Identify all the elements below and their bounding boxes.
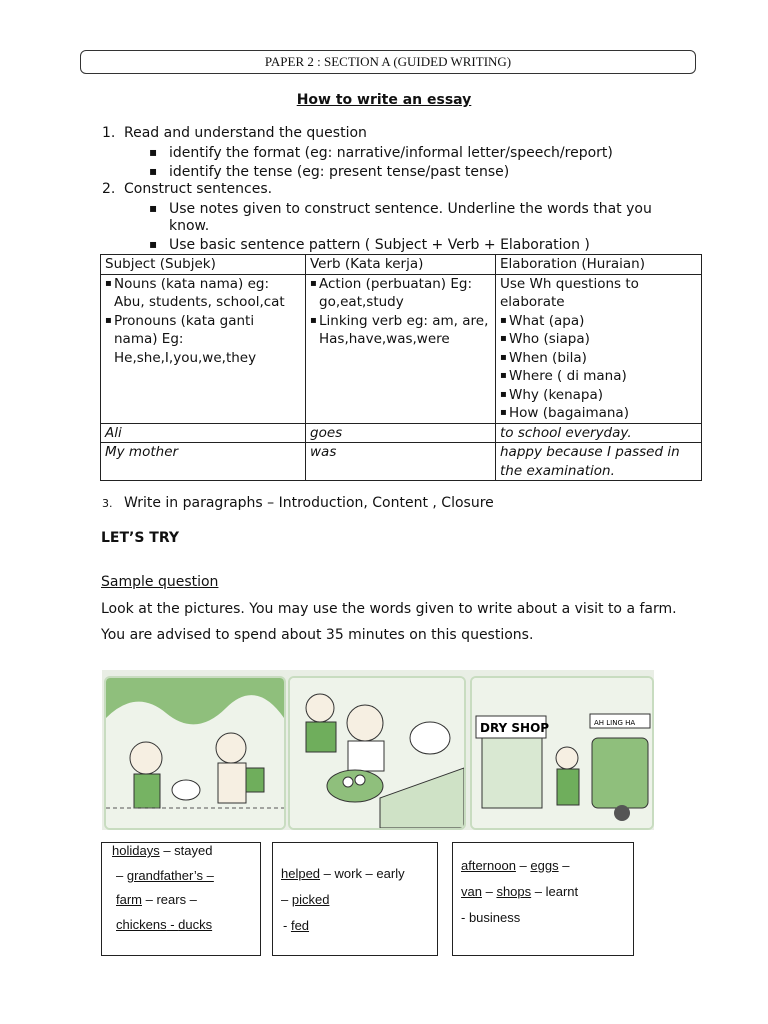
keyword: picked xyxy=(291,892,330,907)
farm-scene-image xyxy=(106,678,284,828)
comic-strip-illustration xyxy=(102,670,654,830)
word-text: – xyxy=(481,884,497,899)
shop-sign: DRY SHOP xyxy=(480,721,550,735)
picture-panel-2 xyxy=(288,676,466,830)
keyword: helped xyxy=(281,866,321,881)
verb-cell xyxy=(306,274,496,423)
table-row xyxy=(101,274,702,423)
word-text: – work – early xyxy=(320,866,405,881)
word-text: – rears – xyxy=(142,892,197,907)
elaboration-item: ▪ When (bila) xyxy=(500,349,697,368)
picture-panel-3 xyxy=(470,676,654,830)
word-text: – xyxy=(558,858,570,873)
lets-try-heading: LET’S TRY xyxy=(101,530,180,546)
keyword: van xyxy=(461,884,482,899)
word-text: - business xyxy=(461,910,521,925)
keyword: eggs xyxy=(530,858,559,873)
example-elaboration: to school everyday. xyxy=(496,423,702,443)
keyword: chickens xyxy=(116,917,167,932)
word-text: – learnt xyxy=(531,884,579,899)
step-2-bullet-2: ▪ Use basic sentence pattern ( Subject + Verb + Elaboration ) xyxy=(169,237,590,253)
elaboration-cell xyxy=(496,274,702,423)
word-line xyxy=(116,912,212,937)
question-line-1: Look at the pictures. You may use the words given to write about a visit to a farm. xyxy=(101,601,677,617)
question-line-2: You are advised to spend about 35 minutes on this questions. xyxy=(101,627,534,643)
example-verb: was xyxy=(306,443,496,481)
word-text: - xyxy=(166,917,179,932)
step-2-text: Construct sentences. xyxy=(124,181,273,197)
step-2-bullet-1-cont: know. xyxy=(169,218,210,234)
word-line xyxy=(281,887,329,912)
verb-item: ▪ Linking verb eg: am, are, Has,have,was,were xyxy=(310,312,491,349)
header-verb: Verb (Kata kerja) xyxy=(306,255,496,275)
subject-cell xyxy=(101,274,306,423)
elaboration-item: ▪ How (bagaimana) xyxy=(500,404,697,423)
step-1-number: 1. xyxy=(102,125,116,141)
table-header-row xyxy=(101,255,702,275)
table-row xyxy=(101,443,702,481)
step-2-number: 2. xyxy=(102,181,116,197)
shop-scene-image xyxy=(472,678,652,828)
step-1-bullet-1: ▪ identify the format (eg: narrative/informal letter/speech/report) xyxy=(169,145,613,161)
keyword: afternoon xyxy=(461,858,516,873)
header-elaboration: Elaboration (Huraian) xyxy=(496,255,702,275)
word-text: – xyxy=(515,858,531,873)
example-verb: goes xyxy=(306,423,496,443)
example-subject: Ali xyxy=(101,423,306,443)
word-text: – xyxy=(281,892,292,907)
elaboration-item: ▪ What (apa) xyxy=(500,312,697,331)
word-line xyxy=(461,905,520,930)
keyword: grandfather’s – xyxy=(126,868,214,883)
word-text: – stayed xyxy=(159,843,213,858)
word-box-1 xyxy=(101,842,261,956)
word-line xyxy=(461,879,578,904)
word-text: - xyxy=(283,918,291,933)
section-header: PAPER 2 : SECTION A (GUIDED WRITING) xyxy=(80,50,696,74)
word-line xyxy=(116,863,214,888)
elaboration-item: ▪ Who (siapa) xyxy=(500,330,697,349)
word-line xyxy=(461,853,569,878)
shop-sign-2: AH LING HA xyxy=(594,719,636,727)
word-line xyxy=(116,887,197,912)
keyword: fed xyxy=(290,918,310,933)
step-2-bullet-1: ▪ Use notes given to construct sentence. Underline the words that you xyxy=(169,201,652,217)
step-3-text: Write in paragraphs – Introduction, Content , Closure xyxy=(124,495,494,511)
sentence-pattern-table xyxy=(100,254,702,481)
header-subject: Subject (Subjek) xyxy=(101,255,306,275)
example-subject: My mother xyxy=(101,443,306,481)
verb-item: ▪ Action (perbuatan) Eg: go,eat,study xyxy=(310,275,491,312)
step-3-number: 3. xyxy=(102,497,113,510)
word-line xyxy=(283,913,309,938)
elaboration-item: ▪ Where ( di mana) xyxy=(500,367,697,386)
egg-collecting-image xyxy=(290,678,464,828)
elaboration-intro: Use Wh questions to elaborate xyxy=(500,275,639,310)
subject-item: ▪ Pronouns (kata ganti nama) Eg: He,she,I,you,we,they xyxy=(105,312,301,368)
step-1-bullet-2: ▪ identify the tense (eg: present tense/past tense) xyxy=(169,164,509,180)
example-elaboration: happy because I passed in the examination. xyxy=(496,443,702,481)
word-line xyxy=(112,838,212,863)
word-box-3 xyxy=(452,842,634,956)
table-row xyxy=(101,423,702,443)
keyword: shops xyxy=(496,884,532,899)
word-box-2 xyxy=(272,842,438,956)
word-text: – xyxy=(116,868,124,883)
picture-panel-1 xyxy=(104,676,286,830)
keyword: holidays xyxy=(112,843,160,858)
page-title: How to write an essay xyxy=(296,92,472,108)
subject-item: ▪ Nouns (kata nama) eg: Abu, students, school,cat xyxy=(105,275,301,312)
keyword: ducks xyxy=(178,917,213,932)
word-line xyxy=(281,861,405,886)
keyword: farm xyxy=(116,892,142,907)
step-1-text: Read and understand the question xyxy=(124,125,367,141)
sample-question-label: Sample question xyxy=(101,574,219,590)
elaboration-item: ▪ Why (kenapa) xyxy=(500,386,697,405)
